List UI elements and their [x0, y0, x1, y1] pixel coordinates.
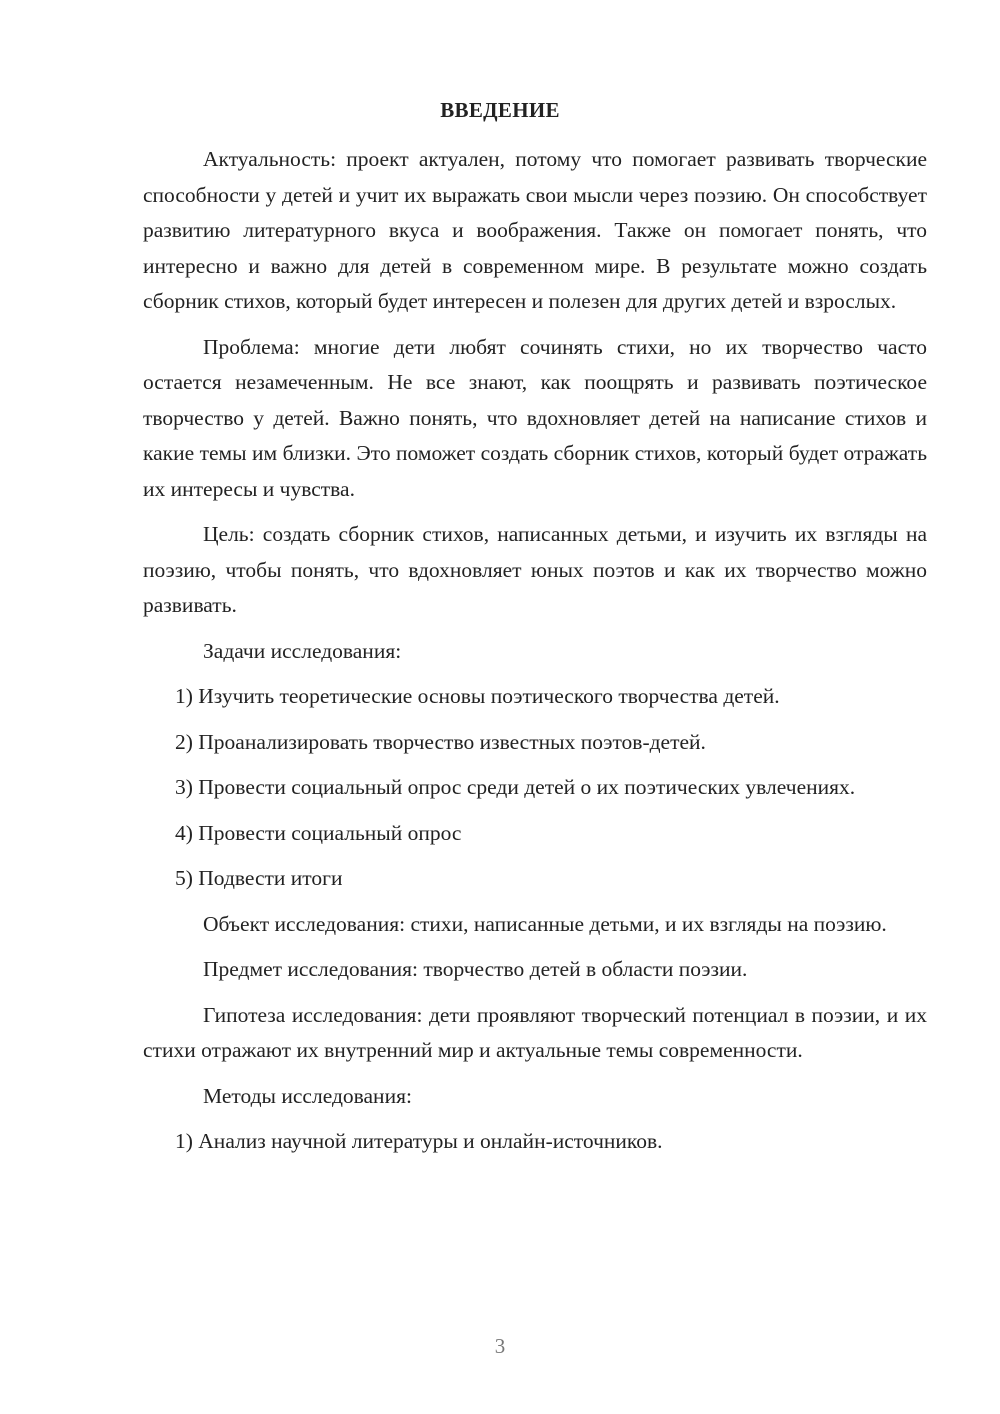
page-number: 3: [494, 1334, 506, 1358]
subject-paragraph: Предмет исследования: творчество детей в области поэзии.: [203, 957, 748, 981]
relevance-paragraph: Актуальность: проект актуален, потому что помогает развивать творческие способности у детей и учит их выражать свои мысли через поэзию. Он способствует развитию литературного вкуса и воображения. Также он помогает понять, что интересно и важно для детей в современном мире. В результате можно создать сборник стихов, который будет интересен и полезен для других детей и взрослых.: [143, 147, 927, 313]
task-item: 1) Изучить теоретические основы поэтического творчества детей.: [175, 684, 780, 708]
hypothesis-paragraph: Гипотеза исследования: дети проявляют творческий потенциал в поэзии, и их стихи отражают их внутренний мир и актуальные темы современности.: [143, 1002, 927, 1062]
task-item: 4) Провести социальный опрос: [175, 820, 462, 845]
goal-paragraph: Цель: создать сборник стихов, написанных детьми, и изучить их взгляды на поэзию, чтобы понять, что вдохновляет юных поэтов и как их творчество можно развивать.: [143, 522, 927, 617]
method-item: 1) Анализ научной литературы и онлайн-источников.: [175, 1129, 663, 1153]
task-item: 2) Проанализировать творчество известных поэтов-детей.: [175, 729, 706, 754]
document-body: [143, 142, 927, 1170]
task-item: 5) Подвести итоги: [175, 866, 343, 890]
problem-paragraph: Проблема: многие дети любят сочинять стихи, но их творчество часто остается незамеченным. Не все знают, как поощрять и развивать поэтическое творчество у детей. Важно понять, что вдохновляет детей на написание стихов и какие темы им близки. Это поможет создать сборник стихов, который будет отражать их интересы и чувства.: [143, 334, 927, 501]
tasks-heading: Задачи исследования:: [203, 638, 402, 663]
task-item: 3) Провести социальный опрос среди детей о их поэтических увлечениях.: [175, 775, 856, 799]
page-title: ВВЕДЕНИЕ: [440, 98, 560, 122]
object-paragraph: Объект исследования: стихи, написанные детьми, и их взгляды на поэзию.: [203, 911, 887, 936]
methods-heading: Методы исследования:: [203, 1083, 412, 1108]
